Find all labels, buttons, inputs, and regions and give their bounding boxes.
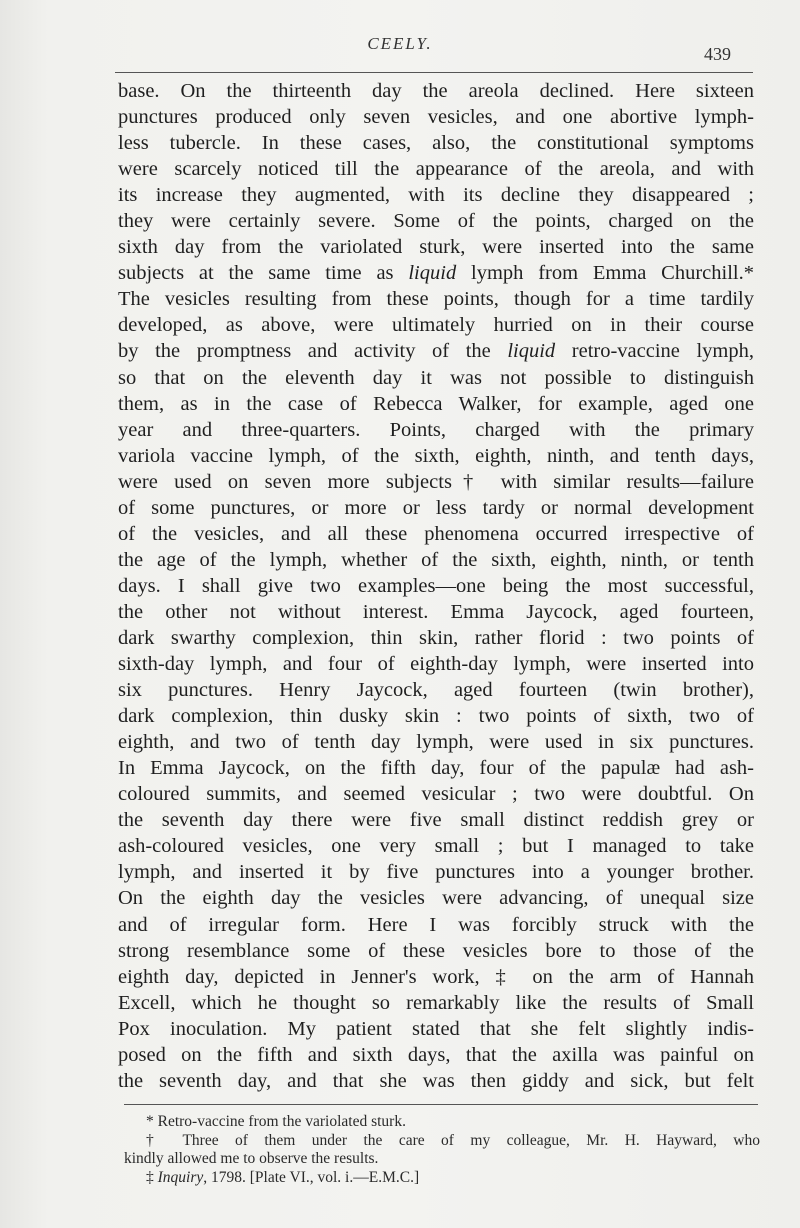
text-line: lymph, and inserted it by five punctures into a younger brother. xyxy=(118,861,754,884)
text-line: its increase they augmented, with its decline they disappeared ; xyxy=(118,184,754,207)
text-line: and of irregular form. Here I was forcibly struck with the xyxy=(118,913,754,936)
text-line: days. I shall give two examples—one being the most successful, xyxy=(118,574,754,597)
text-line: were scarcely noticed till the appearance of the areola, and with xyxy=(118,158,754,181)
text-line: sixth-day lymph, and four of eighth-day lymph, were inserted into xyxy=(118,653,754,676)
footnote-3-rest: , 1798. [Plate VI., vol. i.—E.M.C.] xyxy=(203,1168,420,1186)
italic-word: liquid xyxy=(507,340,556,363)
text-line: the age of the lymph, whether of the sixth, eighth, ninth, or tenth xyxy=(118,548,754,571)
text-line: punctures produced only seven vesicles, and one abortive lymph- xyxy=(118,106,754,129)
text-line: ash-coloured vesicles, one very small ; but I managed to take xyxy=(118,835,754,858)
text-line: six punctures. Henry Jaycock, aged fourteen (twin brother), xyxy=(118,679,754,702)
footnote-1: * Retro-vaccine from the variolated sturk. xyxy=(146,1113,406,1130)
text-line: posed on the fifth and sixth days, that the axilla was painful on xyxy=(118,1043,754,1066)
text-line: developed, as above, were ultimately hurried on in their course xyxy=(118,314,754,337)
text-line: dark swarthy complexion, thin skin, rather florid : two points of xyxy=(118,626,754,649)
text-line: the seventh day there were five small distinct reddish grey or xyxy=(118,809,754,832)
text-line: coloured summits, and seemed vesicular ; two were doubtful. On xyxy=(118,783,754,806)
text-line: the other not without interest. Emma Jaycock, aged fourteen, xyxy=(118,600,754,623)
text-line: of some punctures, or more or less tardy or normal development xyxy=(118,496,754,519)
text-line: them, as in the case of Rebecca Walker, for example, aged one xyxy=(118,392,754,415)
text-line: by the promptness and activity of the liquid retro-vaccine lymph, xyxy=(118,340,754,363)
footnote-2-line-2: kindly allowed me to observe the results. xyxy=(124,1150,379,1167)
text-line: of the vesicles, and all these phenomena occurred irrespective of xyxy=(118,522,754,545)
text-line: base. On the thirteenth day the areola declined. Here sixteen xyxy=(118,80,754,102)
running-title: CEELY. xyxy=(367,34,433,53)
text-line: eighth day, depicted in Jenner's work, ‡ on the arm of Hannah xyxy=(118,965,754,988)
text-line: Pox inoculation. My patient stated that she felt slightly indis- xyxy=(118,1017,754,1040)
text-line: eighth, and two of tenth day lymph, were used in six punctures. xyxy=(118,731,754,754)
footnote-3 xyxy=(124,1169,760,1188)
footnote-3-title: Inquiry xyxy=(157,1168,204,1186)
text-line: Excell, which he thought so remarkably like the results of Small xyxy=(118,991,754,1014)
footnotes xyxy=(124,1113,760,1187)
text-line: In Emma Jaycock, on the fifth day, four of the papulæ had ash- xyxy=(118,757,754,780)
page-number: 439 xyxy=(704,44,731,64)
text-line: were used on seven more subjects† with similar results—failure xyxy=(118,470,754,493)
body-text xyxy=(118,78,754,1094)
italic-word: liquid xyxy=(408,262,457,285)
text-line: variola vaccine lymph, of the sixth, eighth, ninth, and tenth days, xyxy=(118,444,754,467)
text-line: they were certainly severe. Some of the points, charged on the xyxy=(118,210,754,233)
header-rule xyxy=(115,72,753,73)
footnote-rule xyxy=(124,1104,758,1105)
text-line: sixth day from the variolated sturk, were inserted into the same xyxy=(118,236,754,259)
footnote-3-mark: ‡ xyxy=(146,1168,154,1186)
text-line: strong resemblance some of these vesicles bore to those of the xyxy=(118,939,754,962)
text-line: The vesicles resulting from these points, though for a time tardily xyxy=(118,288,754,311)
footnote-2-line-1: † Three of them under the care of my colleague, Mr. H. Hayward, who xyxy=(146,1131,760,1149)
text-line: year and three-quarters. Points, charged with the primary xyxy=(118,418,754,441)
text-line: subjects at the same time as liquid lymph from Emma Churchill.* xyxy=(118,262,754,285)
text-line: less tubercle. In these cases, also, the constitutional symptoms xyxy=(118,132,754,155)
text-line: so that on the eleventh day it was not possible to distinguish xyxy=(118,366,754,389)
text-line: dark complexion, thin dusky skin : two points of sixth, two of xyxy=(118,705,754,728)
text-line: the seventh day, and that she was then giddy and sick, but felt xyxy=(118,1069,754,1092)
text-line: On the eighth day the vesicles were advancing, of unequal size xyxy=(118,887,754,910)
